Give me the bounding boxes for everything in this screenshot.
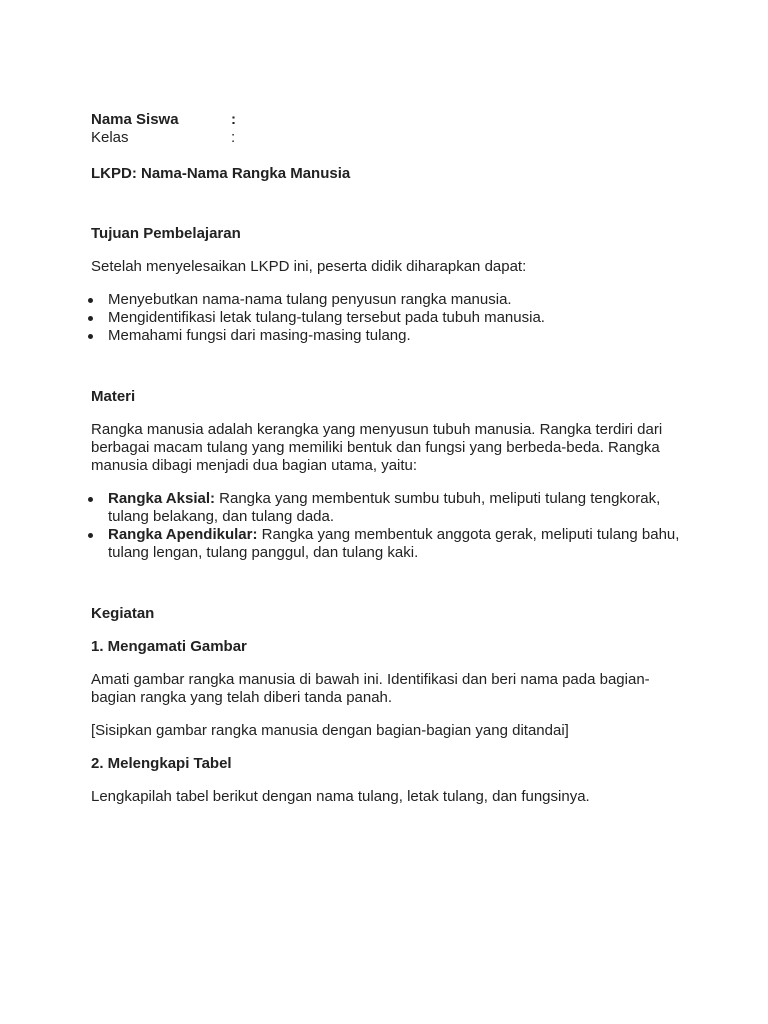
material-paragraph: Rangka manusia adalah kerangka yang menyusun tubuh manusia. Rangka terdiri dari berbagai macam tulang yang memiliki bentuk dan fungsi yang berbeda-beda. Rangka manusia dibagi menjadi dua bagian utama, yaitu:: [91, 421, 663, 474]
class-row: [91, 129, 681, 147]
skeleton-type-desc: Rangka yang membentuk sumbu tubuh, meliputi tulang tengkorak, tulang belakang, dan tulang dada.: [108, 490, 661, 525]
student-name-colon: :: [231, 111, 236, 128]
student-name-row: [91, 111, 681, 129]
activity2-text: Lengkapilah tabel berikut dengan nama tulang, letak tulang, dan fungsinya.: [91, 788, 590, 805]
class-colon: :: [231, 129, 236, 146]
material-heading: Materi: [91, 388, 136, 405]
class-label: Kelas: [91, 129, 129, 146]
skeleton-type-term: Rangka Apendikular:: [108, 526, 258, 543]
objectives-intro: Setelah menyelesaikan LKPD ini, peserta didik diharapkan dapat:: [91, 258, 527, 275]
skeleton-type-item: [91, 526, 681, 562]
activity1-text: Amati gambar rangka manusia di bawah ini. Identifikasi dan beri nama pada bagian-bagian rangka yang telah diberi tanda panah.: [91, 671, 650, 706]
activity2-heading: 2. Melengkapi Tabel: [91, 755, 232, 772]
skeleton-type-item: [91, 490, 681, 526]
objective-item: Mengidentifikasi letak tulang-tulang tersebut pada tubuh manusia.: [91, 309, 681, 327]
worksheet-title: LKPD: Nama-Nama Rangka Manusia: [91, 165, 351, 182]
objectives-heading: Tujuan Pembelajaran: [91, 225, 241, 242]
skeleton-type-term: Rangka Aksial:: [108, 490, 215, 507]
image-placeholder: [Sisipkan gambar rangka manusia dengan bagian-bagian yang ditandai]: [91, 722, 569, 739]
objective-item: Menyebutkan nama-nama tulang penyusun rangka manusia.: [91, 291, 681, 309]
skeleton-types-list: [91, 490, 681, 562]
activities-heading: Kegiatan: [91, 605, 155, 622]
activity1-heading: 1. Mengamati Gambar: [91, 638, 247, 655]
objective-item: Memahami fungsi dari masing-masing tulang.: [91, 327, 681, 345]
skeleton-type-desc: Rangka yang membentuk anggota gerak, meliputi tulang bahu, tulang lengan, tulang panggul, dan tulang kaki.: [108, 526, 680, 561]
worksheet-document: [91, 111, 681, 806]
objectives-list: [91, 291, 681, 345]
student-name-label: Nama Siswa: [91, 111, 179, 128]
